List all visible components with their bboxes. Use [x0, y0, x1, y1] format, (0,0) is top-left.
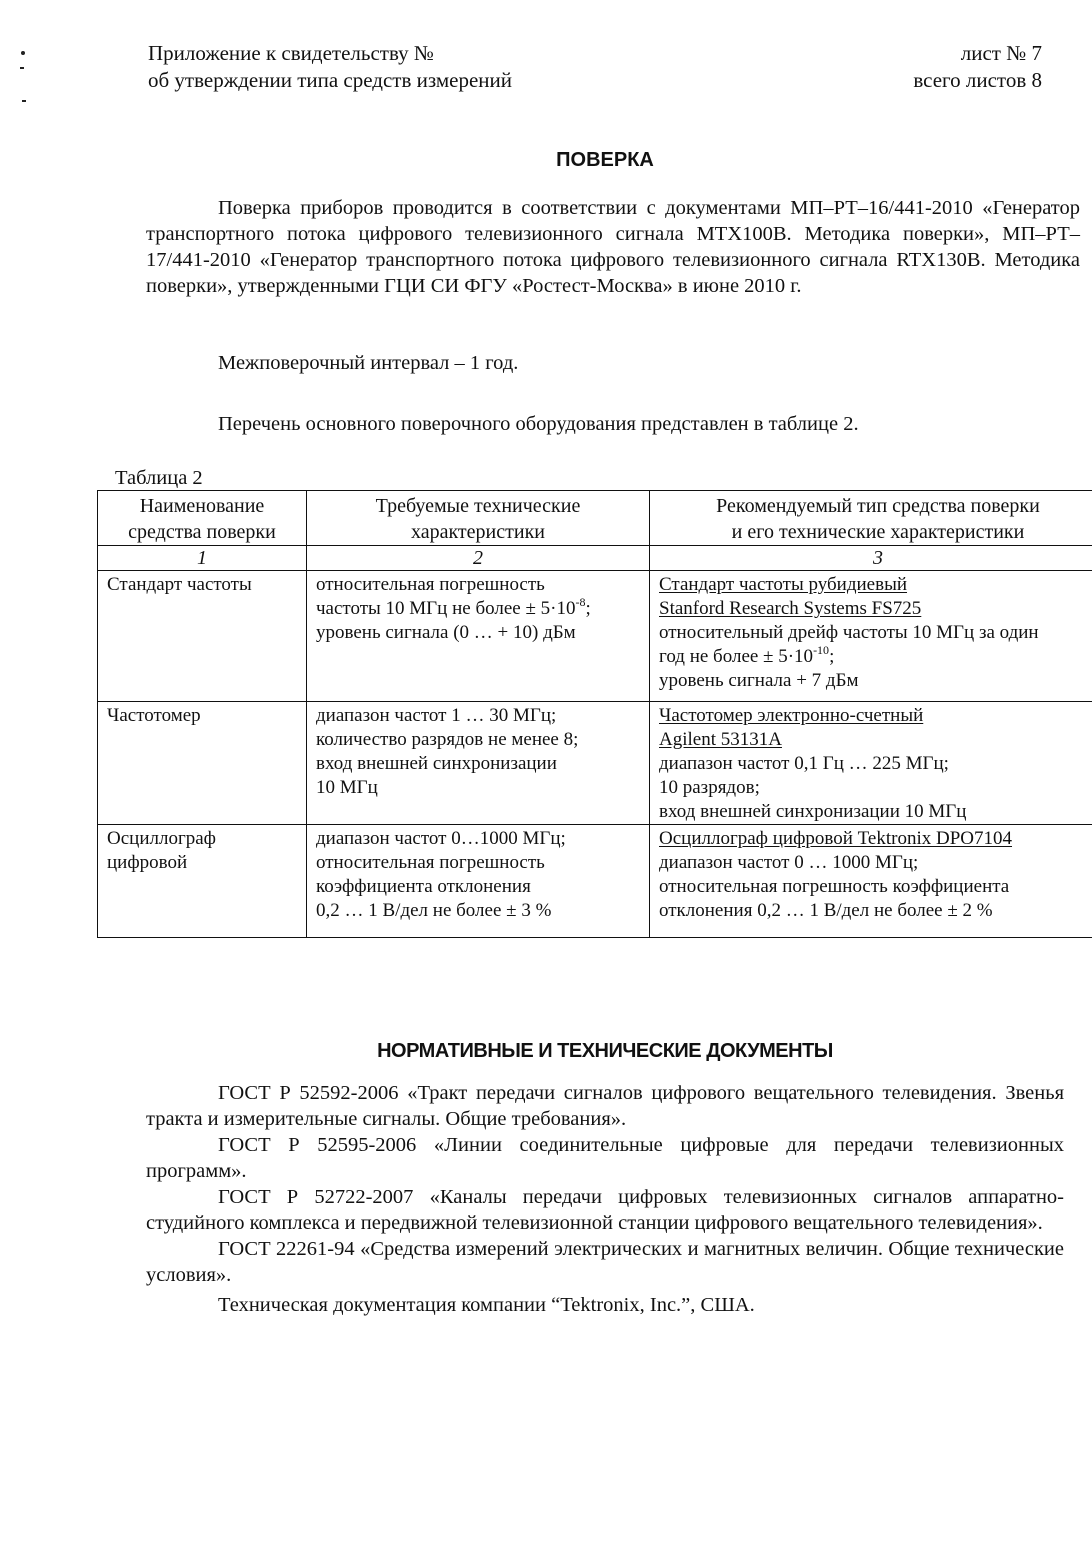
margin-dot [21, 51, 25, 55]
normative-document: ГОСТ Р 52595-2006 «Линии соединительные цифровые для передачи телевизионных программ». [146, 1134, 1064, 1182]
table-row [98, 571, 1092, 702]
column-number: 2 [307, 546, 650, 571]
column-header-recommended: Рекомендуемый тип средства поверки и его технические характеристики [650, 491, 1092, 546]
document-header-right [913, 40, 1042, 94]
table-row [98, 702, 1092, 825]
equipment-name: Частотомер [98, 702, 307, 825]
normative-documents-list [146, 1080, 1064, 1318]
margin-dash [22, 100, 26, 102]
section-title-normative: НОРМАТИВНЫЕ И ТЕХНИЧЕСКИЕ ДОКУМЕНТЫ [377, 1040, 833, 1062]
equipment-note: Перечень основного поверочного оборудования представлен в таблице 2. [218, 413, 859, 435]
column-number: 1 [98, 546, 307, 571]
equipment-name: Стандарт частоты [98, 571, 307, 702]
required-characteristics: диапазон частот 0…1000 МГц; относительная погрешность коэффициента отклонения 0,2 … 1 В/дел не более ± 3 % [307, 825, 650, 938]
normative-document: ГОСТ Р 52722-2007 «Каналы передачи цифровых телевизионных сигналов аппаратно-студийного комплекса и передвижной телевизионной станции цифрового вещательного телевидения». [146, 1186, 1064, 1234]
column-number: 3 [650, 546, 1092, 571]
column-number-row [98, 546, 1092, 571]
normative-document: Техническая документация компании “Tektronix, Inc.”, США. [218, 1294, 755, 1316]
recommended-equipment: Осциллограф цифровой Tektronix DPO7104 диапазон частот 0 … 1000 МГц; относительная погрешность коэффициента отклонения 0,2 … 1 В/дел не более ± 2 % [650, 825, 1092, 938]
sheet-number: лист № 7 [960, 41, 1042, 65]
recommended-equipment: Стандарт частоты рубидиевый Stanford Research Systems FS725 относительный дрейф частоты 10 МГц за один год не более ± $5\cdot 10^{-10}$; уровень сигнала + 7 дБм [650, 571, 1092, 702]
normative-document: ГОСТ 22261-94 «Средства измерений электрических и магнитных величин. Общие технические условия». [146, 1238, 1064, 1286]
header-certificate-line: Приложение к свидетельству № [148, 41, 434, 65]
table-caption: Таблица 2 [115, 467, 203, 489]
total-sheets: всего листов 8 [913, 68, 1042, 92]
required-characteristics: относительная погрешность частоты 10 МГц не более ± $5\cdot 10^{-8}$; уровень сигнала (0 … + 10) дБм [307, 571, 650, 702]
recommended-model: Осциллограф цифровой Tektronix DPO7104 [659, 828, 1013, 849]
verification-paragraph: Поверка приборов проводится в соответствии с документами МП–РТ–16/441-2010 «Генератор транспортного потока цифрового телевизионного сигнала МТХ100В. Методика поверки», МП–РТ–17/441-2010 «Генератор транспортного потока цифрового телевизионного сигнала RTX130B. Методика поверки», утвержденными ГЦИ СИ ФГУ «Ростест-Москва» в июне 2010 г. [146, 197, 1080, 297]
section-title-verification: ПОВЕРКА [556, 149, 654, 171]
equipment-name: Осциллограф цифровой [98, 825, 307, 938]
document-header-left [148, 40, 512, 94]
recommended-model: Стандарт частоты рубидиевый [659, 574, 908, 595]
recommended-model: Частотомер электронно-счетный [659, 705, 924, 726]
required-characteristics: диапазон частот 1 … 30 МГц; количество разрядов не менее 8; вход внешней синхронизации 10 МГц [307, 702, 650, 825]
normative-document: ГОСТ Р 52592-2006 «Тракт передачи сигналов цифрового вещательного телевидения. Звенья тракта и измерительные сигналы. Общие требования». [146, 1082, 1064, 1130]
header-approval-line: об утверждении типа средств измерений [148, 68, 513, 92]
recommended-equipment: Частотомер электронно-счетный Agilent 53131A диапазон частот 0,1 Гц … 225 МГц; 10 разрядов; вход внешней синхронизации 10 МГц [650, 702, 1092, 825]
margin-dash [20, 67, 24, 69]
recommended-model: Agilent 53131A [659, 729, 782, 750]
verification-interval: Межповерочный интервал – 1 год. [218, 352, 519, 374]
verification-equipment-table [97, 490, 1092, 938]
column-header-required: Требуемые технические характеристики [307, 491, 650, 546]
recommended-model: Stanford Research Systems FS725 [659, 598, 922, 619]
column-header-name: Наименование средства поверки [98, 491, 307, 546]
table-header-row [98, 491, 1092, 546]
table-row [98, 825, 1092, 938]
